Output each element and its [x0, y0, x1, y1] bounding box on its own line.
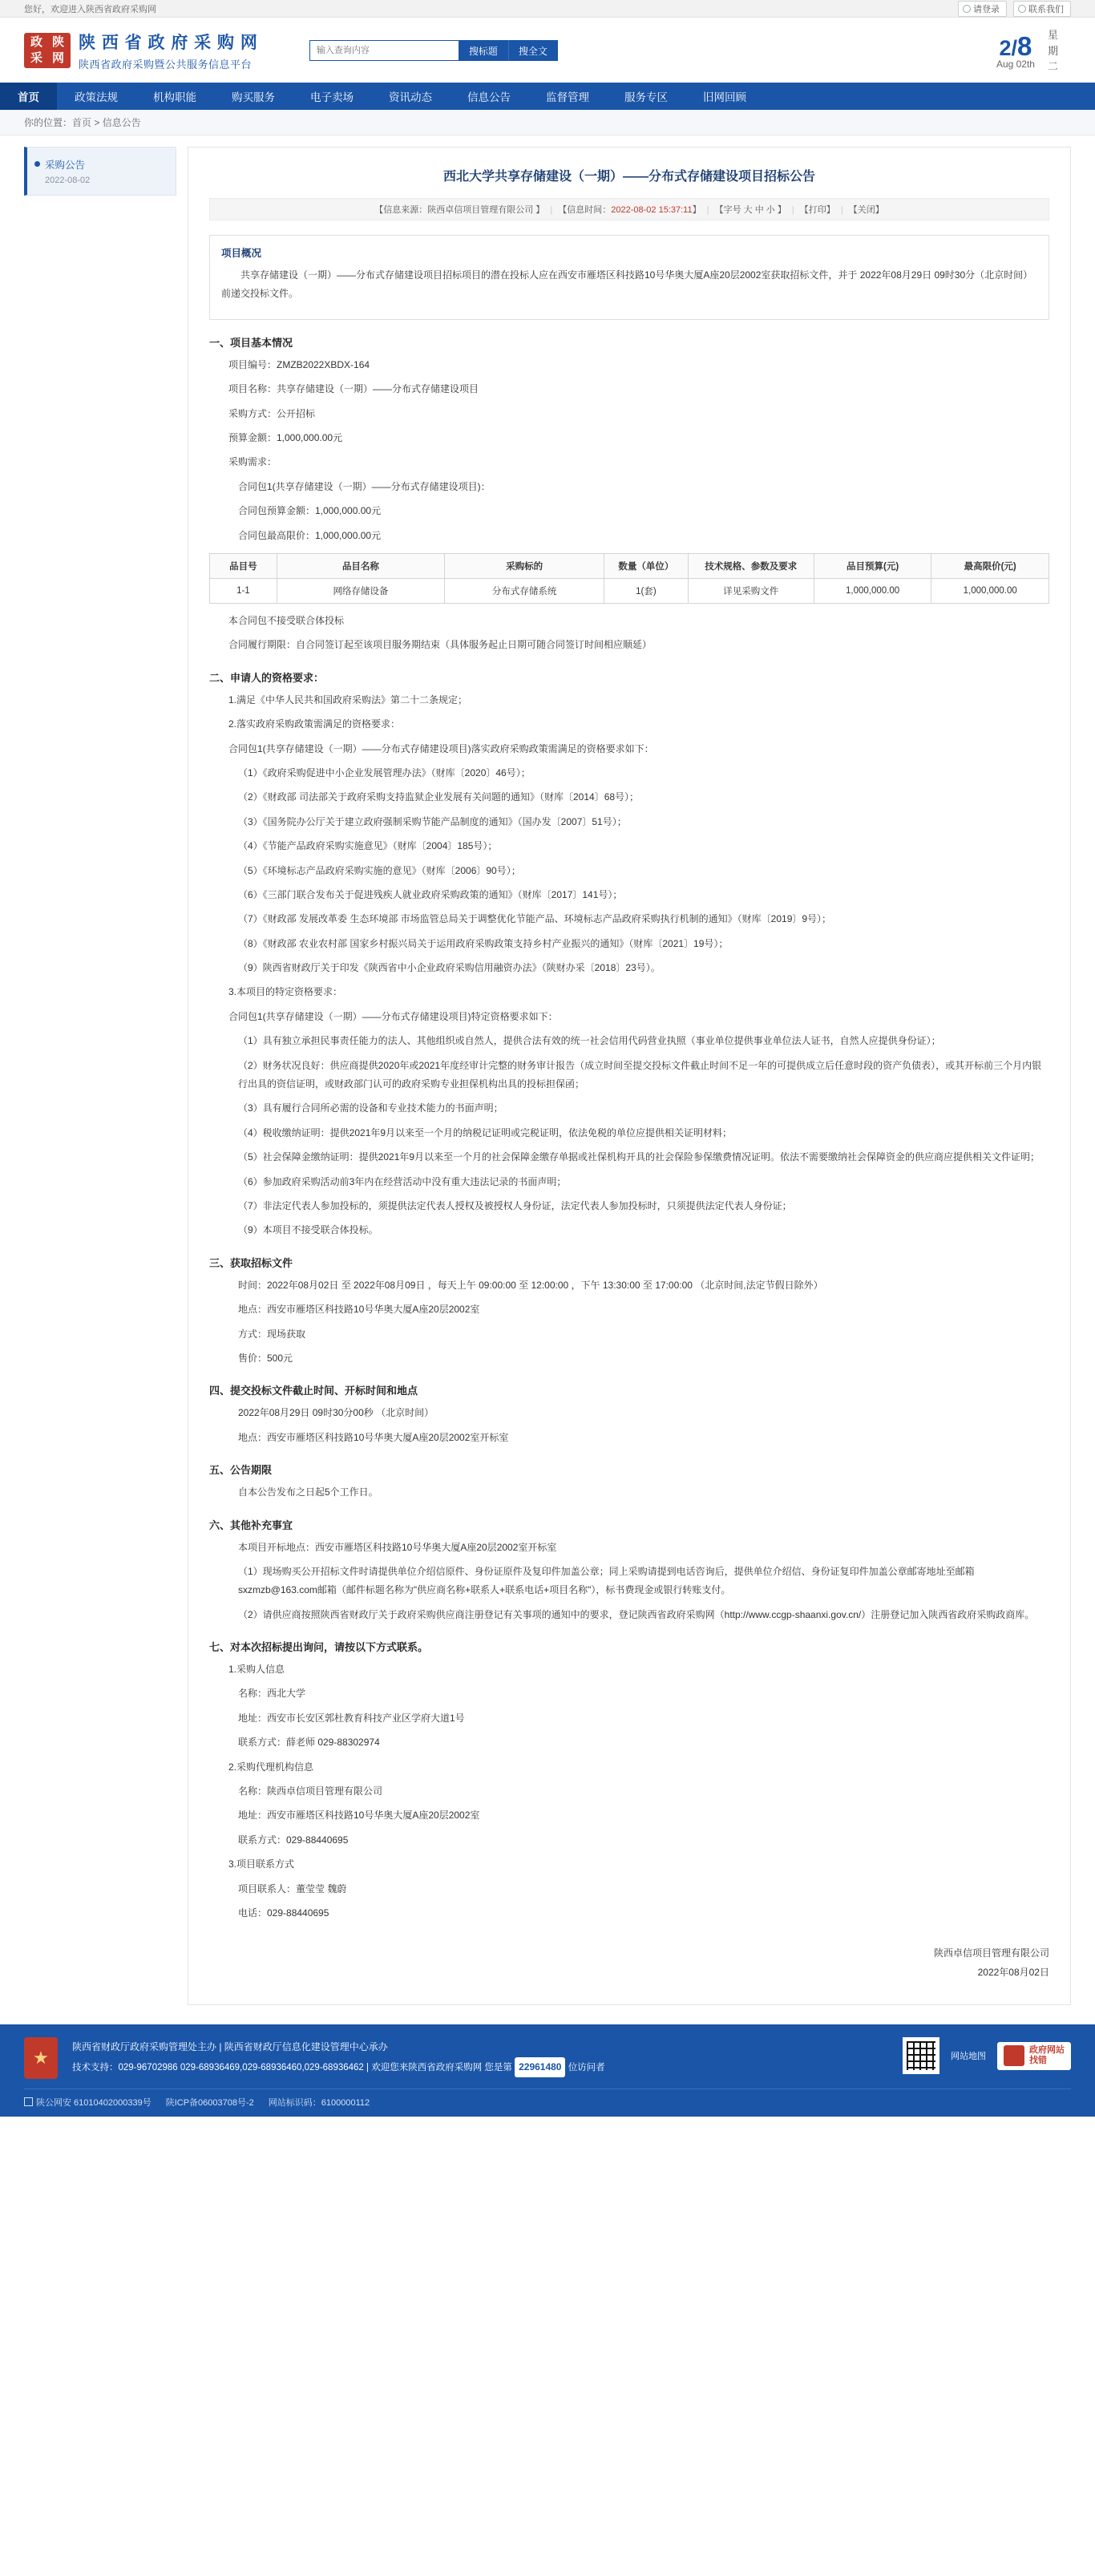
section-3-line-4: 售价：500元 [238, 1352, 293, 1364]
cell-subject: 分布式存储系统 [445, 579, 604, 604]
search-fulltext-button[interactable]: 搜全文 [508, 40, 558, 61]
police-record[interactable] [24, 2096, 152, 2109]
sidebar-item-date: 2022-08-02 [45, 175, 91, 185]
section-2-line-14: 合同包1(共享存储建设（一期）——分布式存储建设项目)特定资格要求如下： [228, 1010, 558, 1022]
section-2-line-18: （4）税收缴纳证明：提供2021年9月以来至一个月的纳税记证明或完税证明，依法免税的单位应提供相关证明材料； [238, 1126, 733, 1138]
col-item-no: 品目号 [210, 554, 277, 579]
section-1-line-1: 项目编号：ZMZB2022XBDX-164 [228, 358, 370, 370]
contact-button[interactable]: 联系我们 [1013, 1, 1071, 17]
section-1-line-2: 项目名称：共享存储建设（一期）——分布式存储建设项目 [228, 383, 479, 395]
date-fraction [996, 31, 1035, 62]
gov-badge-line-1: 政府网站 [1029, 2044, 1065, 2055]
section-heading-2: 二、申请人的资格要求： [209, 671, 325, 684]
sitemap-link[interactable]: 网站地图 [951, 2052, 986, 2062]
breadcrumb-item-announcements[interactable]: 信息公告 [102, 116, 141, 128]
section-1-line-8: 合同包最高限价：1,000,000.00元 [238, 529, 382, 541]
print-button[interactable]: 【打印】 [799, 205, 835, 216]
section-1-after-2: 合同履行期限：自合同签订起至该项目服务期结束（具体服务起止日期可随合同签订时间相应顺延） [228, 639, 653, 651]
gov-badge-icon [1004, 2045, 1024, 2066]
gov-badge-text [1029, 2045, 1065, 2068]
footer-tech-support: 技术支持：029-96702986 029-68936469,029-68936460,029-68936462 | 欢迎您来陕西省政府采购网 您是第 [72, 2062, 512, 2073]
col-budget: 品目预算(元) [814, 554, 931, 579]
logo-char-2: 陕 [51, 34, 64, 50]
footer-line-1: 陕西省财政厅政府采购管理处主办 | 陕西省财政厅信息化建设管理中心承办 [72, 2041, 388, 2053]
date-total: 8 [1017, 31, 1032, 62]
footer-text-block [72, 2037, 888, 2077]
section-2-line-3: 合同包1(共享存储建设（一期）——分布式存储建设项目)落实政府采购政策需满足的资格要求如下： [228, 742, 654, 754]
site-footer [0, 2024, 1095, 2117]
section-4-line-2: 地点：西安市雁塔区科技路10号华奥大厦A座20层2002室开标室 [238, 1431, 509, 1443]
section-3-line-2: 地点：西安市雁塔区科技路10号华奥大厦A座20层2002室 [238, 1304, 480, 1316]
section-2-line-21: （7）非法定代表人参加投标的，须提供法定代表人授权及被授权人身份证，法定代表人参加投标时，只须提供法定代表人身份证； [238, 1199, 792, 1211]
section-6-line-2: （1）现场购买公开招标文件时请提供单位介绍信原件、身份证原件及复印件加盖公章；同上采购请提到电话咨询后，提供单位介绍信、身份证复印件加盖公章邮寄地址至邮箱sxzmzb@163.com邮箱（邮件标题名称为"供应商名称+联系人+联系电话+项目名称"），标书费现金或银行转账支付。 [238, 1565, 975, 1596]
table-row [210, 579, 1049, 604]
section-3-line-1: 时间：2022年08月02日 至 2022年08月09日 ，每天上午 09:00:00 至 12:00:00 ，下午 13:30:00 至 17:00:00 （北京时间,法定节假日除外） [238, 1279, 823, 1291]
qr-code-icon [903, 2037, 939, 2074]
date-label: Aug 02th [996, 59, 1035, 71]
logo-emblem-icon [24, 33, 71, 68]
section-1-line-7: 合同包预算金额：1,000,000.00元 [238, 505, 382, 517]
site-logo[interactable] [24, 30, 258, 71]
section-1-line-3: 采购方式：公开招标 [228, 407, 316, 419]
footer-inner [24, 2037, 1071, 2079]
search-title-button[interactable]: 搜标题 [459, 40, 508, 61]
site-header [0, 18, 1095, 83]
nav-item-home[interactable]: 首页 [0, 83, 57, 110]
national-emblem-icon: ★ [24, 2037, 58, 2079]
section-5-line-1: 自本公告发布之日起5个工作日。 [238, 1486, 378, 1498]
section-2-line-15: （1）具有独立承担民事责任能力的法人、其他组织或自然人，提供合法有效的统一社会信用代码营业执照（事业单位提供事业单位法人证书，自然人应提供身份证）； [238, 1035, 941, 1047]
section-7-line-4: 联系方式：薛老师 029-88302974 [238, 1737, 380, 1749]
meta-sep-3: | [791, 205, 794, 216]
section-7-line-11: 电话：029-88440695 [238, 1907, 329, 1919]
sidebar-item-procurement-notice[interactable] [24, 147, 176, 196]
section-7-line-3: 地址：西安市长安区郭杜教育科技产业区学府大道1号 [238, 1712, 465, 1724]
meta-time-label: 【信息时间： [558, 205, 612, 216]
main-navigation [0, 83, 1095, 110]
col-max-price: 最高限价(元) [931, 554, 1049, 579]
section-7-line-10: 项目联系人：董莹莹 魏蔚 [238, 1882, 347, 1895]
section-6-line-3: （2）请供应商按照陕西省财政厅关于政府采购供应商注册登记有关事项的通知中的要求，登记陕西省政府采购网（http://www.ccgp-shaanxi.gov.cn/）注册登记加入陕西省政府采购政商库。 [238, 1608, 1035, 1620]
cell-spec: 详见采购文件 [688, 579, 814, 604]
nav-item-news[interactable]: 资讯动态 [389, 91, 432, 103]
nav-item-emarket[interactable]: 电子卖场 [310, 91, 354, 103]
meta-sep-1: | [550, 205, 553, 216]
meta-source: 【信息来源：陕西卓信项目管理有限公司 】 [374, 205, 545, 216]
section-2-line-13: 3.本项目的特定资格要求： [228, 986, 343, 998]
page-title: 西北大学共享存储建设（一期）——分布式存储建设项目招标公告 [442, 169, 815, 184]
police-record-text: 陕公网安 61010402000339号 [36, 2098, 152, 2109]
site-subtitle: 陕西省政府采购暨公共服务信息平台 [79, 59, 253, 71]
section-2-line-2: 2.落实政府采购政策需满足的资格要求： [228, 718, 401, 730]
login-button[interactable]: 请登录 [958, 1, 1007, 17]
section-7-line-5: 2.采购代理机构信息 [228, 1761, 314, 1773]
icp-record[interactable]: 陕ICP备06003708号-2 [165, 2098, 254, 2109]
section-6-line-1: 本项目开标地点：西安市雁塔区科技路10号华奥大厦A座20层2002室开标室 [238, 1541, 557, 1553]
cell-item-no: 1-1 [210, 579, 277, 604]
section-2-line-20: （6）参加政府采购活动前3年内在经营活动中没有重大违法记录的书面声明； [238, 1175, 567, 1187]
logo-char-4: 网 [51, 51, 64, 66]
nav-item-policy[interactable]: 政策法规 [75, 91, 118, 103]
nav-item-supervision[interactable]: 监督管理 [546, 91, 589, 103]
meta-sep-4: | [840, 205, 843, 216]
section-heading-1: 一、项目基本情况 [209, 336, 293, 349]
footer-visit-suffix: 位访问者 [568, 2062, 605, 2073]
nav-item-service-zone[interactable]: 服务专区 [624, 91, 668, 103]
overview-text: 共享存储建设（一期）——分布式存储建设项目招标项目的潜在投标人应在西安市雁塔区科技路10号华奥大厦A座20层2002室获取招标文件，并于 2022年08月29日 09时30分（北京时间）前递交投标文件。 [221, 269, 1033, 300]
site-name-block [79, 30, 258, 71]
section-7-line-7: 地址：西安市雁塔区科技路10号华奥大厦A座20层2002室 [238, 1810, 480, 1822]
section-7-line-1: 1.采购人信息 [228, 1664, 285, 1676]
breadcrumb-prefix: 你的位置： [24, 116, 73, 128]
section-heading-7: 七、对本次招标提出询问，请按以下方式联系。 [209, 1641, 429, 1654]
meta-time-tail: 】 [692, 205, 701, 216]
breadcrumb [0, 110, 1095, 135]
sidebar [24, 147, 176, 196]
section-1-line-5: 采购需求： [228, 456, 277, 468]
section-2-line-8: （5）《环境标志产品政府采购实施的意见》（财库〔2006〕90号）； [238, 864, 521, 876]
section-heading-5: 五、公告期限 [209, 1464, 273, 1477]
top-bar-actions [958, 1, 1071, 17]
document-panel [188, 147, 1071, 2006]
section-2-line-19: （5）社会保障金缴纳证明：提供2021年9月以来至一个月的社会保障金缴存单据或社保机构开具的社会保险参保缴费情况证明。依法不需要缴纳社会保障资金的供应商应提供相关文件证明； [238, 1151, 1040, 1163]
section-2-line-6: （3）《国务院办公厅关于建立政府强制采购节能产品制度的通知》（国办发〔2007〕51号）； [238, 815, 627, 827]
section-4-line-1: 2022年08月29日 09时30分00秒 （北京时间） [238, 1407, 434, 1419]
section-2-line-22: （9）本项目不接受联合体投标。 [238, 1224, 378, 1236]
police-badge-icon [24, 2097, 33, 2106]
cell-item-name: 网络存储设备 [277, 579, 444, 604]
section-7-line-8: 联系方式：029-88440695 [238, 1834, 349, 1846]
sidebar-item-label: 采购公告 [45, 159, 86, 171]
section-3-line-3: 方式：现场获取 [238, 1328, 306, 1340]
gov-website-report-badge[interactable] [997, 2042, 1071, 2071]
footer-bottom-bar [24, 2089, 1071, 2109]
nav-item-functions[interactable]: 机构职能 [153, 91, 196, 103]
weekday-line-1: 星 [1047, 29, 1058, 41]
table-header-row [210, 554, 1049, 579]
project-overview-box [209, 235, 1049, 320]
meta-sep-2: | [706, 205, 709, 216]
section-2-line-10: （7）《财政部 发展改革委 生态环境部 市场监管总局关于调整优化节能产品、环境标志产品政府采购执行机制的通知》（财库〔2019〕9号）； [238, 913, 832, 925]
overview-heading: 项目概况 [221, 248, 262, 260]
procurement-items-table [209, 553, 1049, 604]
col-spec: 技术规格、参数及要求 [688, 554, 814, 579]
signature-date: 2022年08月02日 [977, 1967, 1049, 1979]
section-1-line-4: 预算金额：1,000,000.00元 [228, 432, 343, 444]
greeting-text: 您好，欢迎进入陕西省政府采购网 [24, 4, 156, 14]
section-2-line-4: （1）《政府采购促进中小企业发展管理办法》（财库〔2020〕46号）； [238, 766, 531, 778]
section-2-line-1: 1.满足《中华人民共和国政府采购法》第二十二条规定； [228, 694, 468, 706]
breadcrumb-item-home[interactable]: 首页 [72, 116, 92, 128]
signature-block [209, 1943, 1049, 1982]
font-size-control[interactable]: 【字号 大 中 小 】 [714, 205, 786, 216]
section-2-line-7: （4）《节能产品政府采购实施意见》（财库〔2004〕185号）； [238, 840, 498, 852]
logo-char-1: 政 [30, 34, 42, 50]
section-1-after-1: 本合同包不接受联合体投标 [228, 615, 345, 626]
cell-budget: 1,000,000.00 [814, 579, 931, 604]
nav-item-announcements[interactable]: 信息公告 [467, 91, 511, 103]
footer-right-block [903, 2037, 1071, 2074]
date-slash: / [1011, 36, 1018, 61]
visit-counter: 22961480 [515, 2057, 565, 2077]
close-button[interactable]: 【关闭】 [848, 205, 884, 216]
logo-char-3: 采 [30, 51, 42, 66]
weekday-line-3: 二 [1047, 60, 1058, 72]
gov-badge-line-2: 找错 [1029, 2056, 1047, 2066]
col-subject: 采购标的 [445, 554, 604, 579]
document-meta-bar [209, 198, 1049, 220]
col-quantity: 数量（单位） [604, 554, 689, 579]
meta-time-value: 2022-08-02 15:37:11 [611, 205, 693, 216]
signature-name: 陕西卓信项目管理有限公司 [933, 1947, 1049, 1959]
nav-item-old-site[interactable]: 旧网回顾 [703, 91, 746, 103]
section-heading-6: 六、其他补充事宜 [209, 1519, 293, 1531]
section-7-line-9: 3.项目联系方式 [228, 1858, 295, 1870]
col-item-name: 品目名称 [277, 554, 444, 579]
section-1-line-6: 合同包1(共享存储建设（一期）——分布式存储建设项目)： [238, 480, 491, 492]
date-day: 2 [999, 36, 1012, 61]
cell-quantity: 1(套) [604, 579, 689, 604]
section-7-line-2: 名称：西北大学 [238, 1688, 306, 1700]
weekday-widget [1048, 27, 1058, 75]
breadcrumb-separator: > [91, 116, 103, 128]
section-7-line-6: 名称：陕西卓信项目管理有限公司 [238, 1785, 383, 1798]
section-2-line-11: （8）《财政部 农业农村部 国家乡村振兴局关于运用政府采购政策支持乡村产业振兴的通知》（财库〔2021〕19号）； [238, 937, 729, 949]
search-input[interactable] [309, 40, 459, 61]
section-heading-3: 三、获取招标文件 [209, 1256, 293, 1269]
section-heading-4: 四、提交投标文件截止时间、开标时间和地点 [209, 1385, 418, 1397]
section-2-line-16: （2）财务状况良好：供应商提供2020年或2021年度经审计完整的财务审计报告（成立时间至提交投标文件截止时间不足一年的可提供成立后任意时段的资产负债表），或其开标前三个月内银行出具的资信证明，或财政部门认可的政府采购专业担保机构出具的投标担保函； [238, 1059, 1042, 1090]
content-area [0, 135, 1095, 2025]
footer-line-2 [72, 2057, 888, 2078]
site-id: 网站标识码：6100000112 [268, 2098, 370, 2109]
search-bar [309, 40, 558, 61]
site-name: 陕 西 省 政 府 采 购 网 [79, 34, 258, 53]
section-2-line-5: （2）《财政部 司法部关于政府采购支持监狱企业发展有关问题的通知》（财库〔2014〕68号）； [238, 791, 640, 803]
section-2-line-9: （6）《三部门联合发布关于促进残疾人就业政府采购政策的通知》（财库〔2017〕141号）； [238, 888, 623, 900]
weekday-line-2: 期 [1047, 44, 1058, 57]
nav-item-purchase-service[interactable]: 购买服务 [232, 91, 275, 103]
date-widget [996, 27, 1071, 75]
section-2-line-12: （9）陕西省财政厅关于印发《陕西省中小企业政府采购信用融资办法》（陕财办采〔2018〕23号）。 [238, 962, 661, 974]
section-2-line-17: （3）具有履行合同所必需的设备和专业技术能力的书面声明； [238, 1102, 503, 1114]
cell-max-price: 1,000,000.00 [931, 579, 1049, 604]
top-utility-bar [0, 0, 1095, 18]
